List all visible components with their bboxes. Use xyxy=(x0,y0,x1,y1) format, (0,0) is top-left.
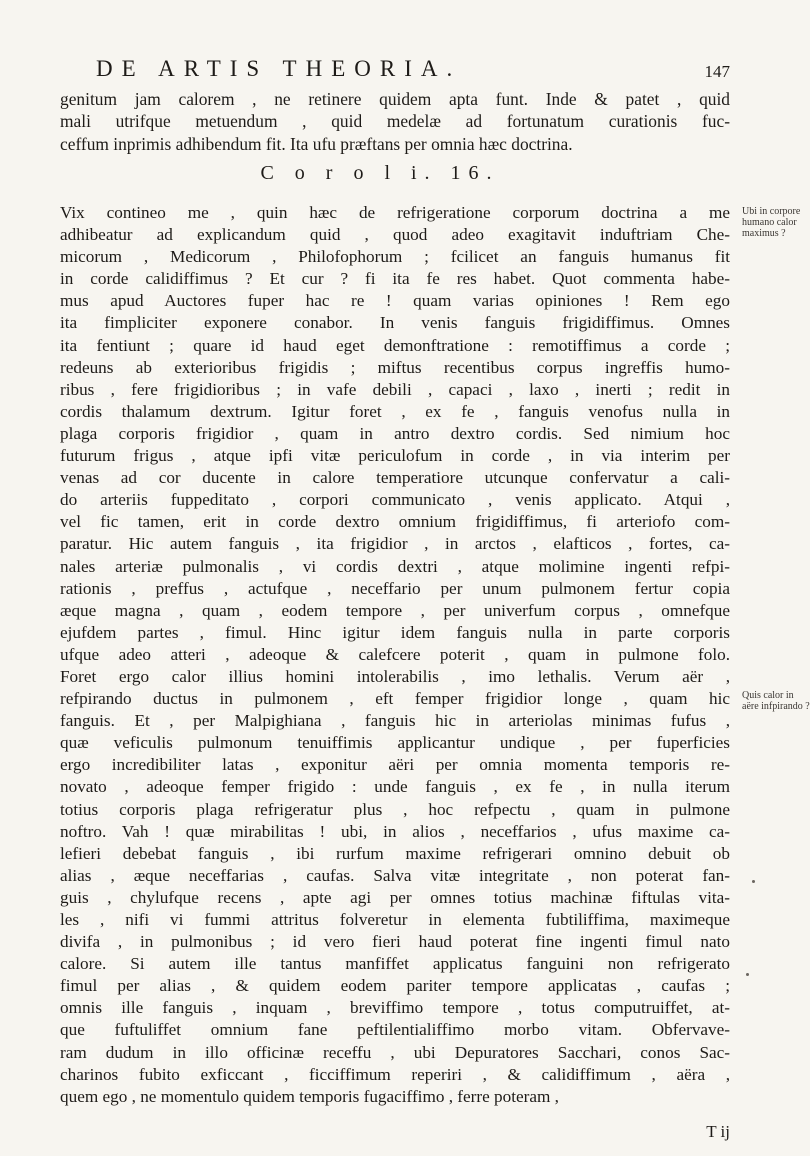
text-line: adhibeatur ad explicandum quid , quod adeo exagitavit induftriam Che- xyxy=(60,225,730,245)
text-line: ita fentiunt ; quare id haud eget demonftratione : remotiffimus a corde ; xyxy=(60,335,730,355)
text-line: ejufdem partes , fimul. Hinc igitur idem fanguis nulla in parte corporis xyxy=(60,622,730,642)
text-line: mali utrifque metuendum , quid medelæ ad fortunatum curationis fuc- xyxy=(60,111,730,132)
text-line: que fuftuliffet omnium fane peftilentialiffimo morbo vitam. Obfervave- xyxy=(60,1020,730,1040)
text-line: quem ego , ne momentulo quidem temporis fugaciffimo , ferre poteram , xyxy=(60,1086,559,1106)
text-line: nales arteriæ pulmonalis , vi cordis dextri , atque molimine ingenti refpi- xyxy=(60,556,730,576)
text-line: redeuns ab exterioribus frigidis ; miftus recentibus corpus ingreffis humo- xyxy=(60,357,730,377)
signature-mark: T ij xyxy=(706,1122,730,1141)
text-line: ceffum inprimis adhibendum fit. Ita ufu præftans per omnia hæc doctrina. xyxy=(60,133,573,154)
ink-speck xyxy=(752,880,755,883)
text-line: totius corporis plaga refrigeratur plus , hoc refpectu , quam in pulmone xyxy=(60,799,730,819)
corollary-body xyxy=(60,202,730,1108)
text-line: plaga corporis frigidior , quam in antro dextro cordis. Sed nimium hoc xyxy=(60,423,730,443)
text-line: venas ad cor ducente in calore temperatiore utcunque confervatur a cali- xyxy=(60,468,730,488)
text-line: calore. Si autem ille tantus manfiffet applicatus fanguini non refrigerato xyxy=(60,954,730,974)
page-number: 147 xyxy=(704,62,730,81)
margin-note-heat-in-body xyxy=(742,206,802,239)
text-line: ufque adeo atteri , adeoque & calefcere poterit , quam in pulmone folo. xyxy=(60,644,730,664)
margin-note-line: aëre infpirando ? xyxy=(742,701,810,712)
text-line: do arteriis fuppeditato , corpori communicato , venis applicato. Atqui , xyxy=(60,490,730,510)
text-line: paratur. Hic autem fanguis , ita frigidior , in arctos , elafticos , fortes, ca- xyxy=(60,534,730,554)
text-line: mus apud Auctores fuper hac re ! quam varias opiniones ! Rem ego xyxy=(60,291,730,311)
text-line: fimul per alias , & quidem eodem pariter tempore applicatas , caufas ; xyxy=(60,976,730,996)
margin-note-line: Quis calor in xyxy=(742,690,794,701)
margin-note-line: humano calor xyxy=(742,217,797,228)
text-line: quæ veficulis pulmonum tenuiffimis applicantur undique , per fuperficies xyxy=(60,733,730,753)
text-line: novato , adeoque femper frigido : unde fanguis , ex fe , in nulla iterum xyxy=(60,777,730,797)
text-line: rationis , preffus , actufque , neceffario per unum pulmonem fertur copia xyxy=(60,578,730,598)
text-line: æque magna , quam , eodem tempore , per univerfum corpus , omnefque xyxy=(60,600,730,620)
margin-note-inhaled-air xyxy=(742,690,810,712)
text-line: divifa , in pulmonibus ; id vero fieri haud poterat fine ingenti fimul nato xyxy=(60,932,730,952)
intro-paragraph xyxy=(60,88,730,155)
margin-note-line: Ubi in corpore xyxy=(742,206,801,217)
text-line: Vix contineo me , quin hæc de refrigeratione corporum doctrina a me xyxy=(60,203,730,222)
text-line: guis , chylufque recens , apte agi per omnes totius machinæ fiftulas vita- xyxy=(60,887,730,907)
ink-speck xyxy=(746,973,749,976)
text-line: lefieri debebat fanguis , ibi rurfum maxime refrigerari omnino debuit ob xyxy=(60,843,730,863)
text-line: cordis thalamum dextrum. Igitur foret , ex fe , fanguis venofus nulla in xyxy=(60,401,730,421)
text-line: genitum jam calorem , ne retinere quidem apta funt. Inde & patet , quid xyxy=(60,89,730,109)
text-line: Foret ergo calor illius homini intolerabilis , imo lethalis. Verum aër , xyxy=(60,666,730,686)
text-line: alias , æque neceffarias , caufas. Salva vitæ integritate , non poterat fan- xyxy=(60,865,730,885)
text-line: omnis ille fanguis , inquam , breviffimo tempore , totus computruiffet, at- xyxy=(60,998,730,1018)
text-line: ita fimpliciter exponere conabor. In venis fanguis frigidiffimus. Omnes xyxy=(60,313,730,333)
text-line: noftro. Vah ! quæ mirabilitas ! ubi, in alios , neceffarios , ufus maxime ca- xyxy=(60,821,730,841)
corollary-heading: C o r o l i. 16. xyxy=(260,162,500,184)
text-line: futurum frigus , atque ipfi vitæ periculofum in corde , in via interim per xyxy=(60,446,730,466)
text-line: ergo incredibiliter latas , exponitur aëri per omnia momenta temporis re- xyxy=(60,755,730,775)
text-line: fanguis. Et , per Malpighiana , fanguis hic in arteriolas minimas fufus , xyxy=(60,711,730,731)
text-line: les , nifi vi fummi attritus folveretur in elementa fubtiliffima, maximeque xyxy=(60,910,730,929)
text-line: ribus , fere frigidioribus ; in vafe debili , capaci , laxo , inerti ; redit in xyxy=(60,379,730,399)
text-line: vel fic tamen, erit in corde dextro omnium frigidiffimus, fi arteriofo com- xyxy=(60,512,730,532)
running-head xyxy=(60,56,730,90)
running-title: DE ARTIS THEORIA. xyxy=(96,56,462,81)
text-line: charinos fubito exficcant , ficciffimum reperiri , & calidiffimum , aëra , xyxy=(60,1064,730,1084)
text-line: in corde calidiffimus ? Et cur ? fi ita fe res habet. Quot commenta habe- xyxy=(60,269,730,289)
text-line: ram dudum in illo officinæ receffu , ubi Depuratores Sacchari, conos Sac- xyxy=(60,1042,730,1062)
text-line: micorum , Medicorum , Philofophorum ; fcilicet an fanguis humanus fit xyxy=(60,247,730,267)
text-line: refpirando ductus in pulmonem , eft femper frigidior longe , quam hic xyxy=(60,689,730,709)
margin-note-line: maximus ? xyxy=(742,228,786,239)
